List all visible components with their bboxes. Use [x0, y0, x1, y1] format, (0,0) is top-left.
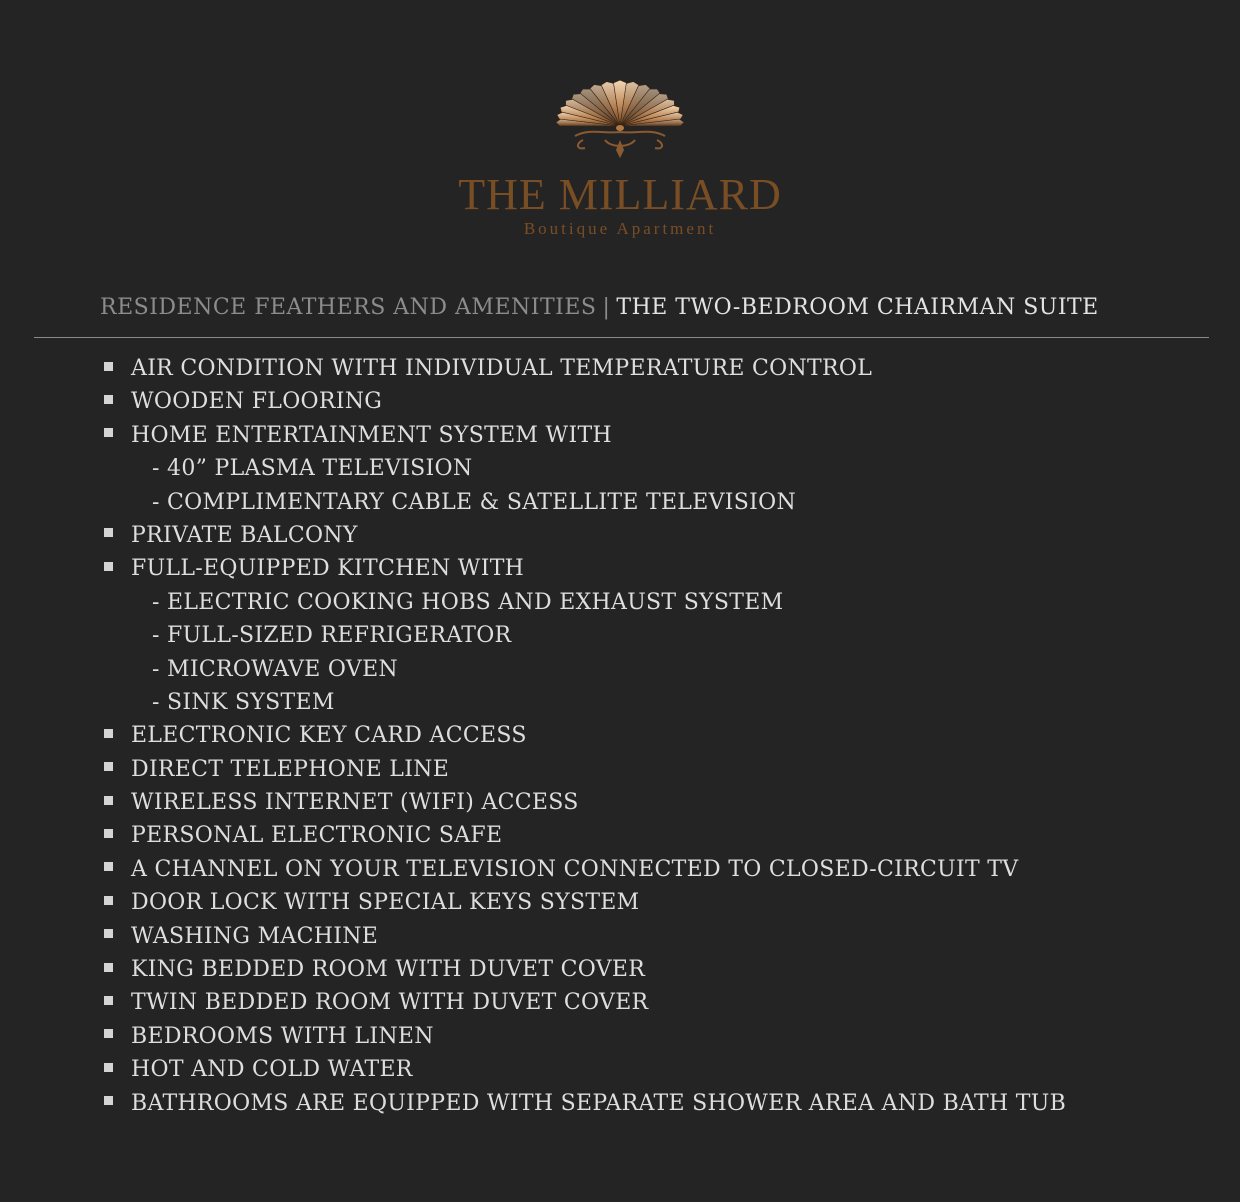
square-bullet-icon: [104, 395, 113, 404]
amenity-label: - MICROWAVE OVEN: [152, 656, 398, 682]
amenity-item: [104, 786, 1066, 819]
amenity-label: PRIVATE BALCONY: [131, 522, 358, 548]
amenity-label: FULL-EQUIPPED KITCHEN WITH: [131, 556, 525, 582]
square-bullet-icon: [104, 862, 113, 871]
amenity-item: [104, 552, 1066, 585]
amenity-label: A CHANNEL ON YOUR TELEVISION CONNECTED TO CLOSED-CIRCUIT TV: [131, 856, 1019, 882]
amenity-subitem: [104, 586, 1066, 619]
square-bullet-icon: [104, 829, 113, 838]
amenity-label: WIRELESS INTERNET (WIFI) ACCESS: [131, 790, 579, 816]
amenity-label: HOT AND COLD WATER: [131, 1057, 413, 1083]
amenity-item: [104, 719, 1066, 752]
amenity-item: [104, 853, 1066, 886]
amenity-item: [104, 753, 1066, 786]
amenity-label: DIRECT TELEPHONE LINE: [131, 756, 450, 782]
brand-name: THE MILLIARD: [458, 170, 782, 219]
amenity-item: [104, 519, 1066, 552]
amenity-label: AIR CONDITION WITH INDIVIDUAL TEMPERATURE CONTROL: [131, 356, 873, 381]
amenity-item: [104, 352, 1066, 385]
suite-title: THE TWO-BEDROOM CHAIRMAN SUITE: [616, 295, 1099, 320]
page-heading: [100, 295, 1099, 320]
square-bullet-icon: [104, 996, 113, 1005]
amenity-label: KING BEDDED ROOM WITH DUVET COVER: [131, 957, 646, 983]
amenity-item: [104, 385, 1066, 418]
amenity-label: TWIN BEDDED ROOM WITH DUVET COVER: [131, 990, 649, 1016]
amenity-subitem: [104, 686, 1066, 719]
heading-separator: |: [602, 295, 611, 320]
amenity-label: WOODEN FLOORING: [131, 389, 383, 415]
section-title: RESIDENCE FEATHERS AND AMENITIES: [100, 295, 597, 320]
square-bullet-icon: [104, 1029, 113, 1038]
logo: [0, 40, 1240, 239]
amenity-label: - COMPLIMENTARY CABLE & SATELLITE TELEVISION: [152, 489, 797, 515]
brand-tagline: Boutique Apartment: [523, 219, 717, 238]
fan-ornament-icon: [545, 40, 695, 165]
square-bullet-icon: [104, 762, 113, 771]
amenity-label: - ELECTRIC COOKING HOBS AND EXHAUST SYSTEM: [152, 589, 784, 615]
amenity-label: PERSONAL ELECTRONIC SAFE: [131, 823, 503, 849]
amenity-label: BEDROOMS WITH LINEN: [131, 1023, 434, 1049]
square-bullet-icon: [104, 963, 113, 972]
amenity-item: [104, 886, 1066, 919]
amenity-item: [104, 1020, 1066, 1053]
amenity-label: DOOR LOCK WITH SPECIAL KEYS SYSTEM: [131, 890, 640, 916]
amenity-item: [104, 419, 1066, 452]
square-bullet-icon: [104, 1096, 113, 1105]
amenity-label: - 40” PLASMA TELEVISION: [152, 456, 473, 482]
amenity-subitem: [104, 619, 1066, 652]
square-bullet-icon: [104, 896, 113, 905]
amenity-subitem: [104, 452, 1066, 485]
amenity-label: WASHING MACHINE: [131, 923, 379, 949]
square-bullet-icon: [104, 428, 113, 437]
amenity-list: [104, 352, 1066, 1120]
amenity-label: ELECTRONIC KEY CARD ACCESS: [131, 723, 527, 749]
amenity-label: - SINK SYSTEM: [152, 689, 335, 715]
amenity-subitem: [104, 486, 1066, 519]
amenity-label: - FULL-SIZED REFRIGERATOR: [152, 623, 512, 649]
amenity-label: BATHROOMS ARE EQUIPPED WITH SEPARATE SHOWER AREA AND BATH TUB: [131, 1090, 1067, 1116]
divider: [34, 337, 1209, 338]
amenity-item: [104, 1053, 1066, 1086]
square-bullet-icon: [104, 796, 113, 805]
amenity-item: [104, 953, 1066, 986]
square-bullet-icon: [104, 929, 113, 938]
amenity-item: [104, 986, 1066, 1019]
square-bullet-icon: [104, 562, 113, 571]
square-bullet-icon: [104, 362, 113, 371]
amenity-label: HOME ENTERTAINMENT SYSTEM WITH: [131, 422, 612, 448]
amenity-item: [104, 920, 1066, 953]
amenity-subitem: [104, 653, 1066, 686]
amenity-item: [104, 1087, 1066, 1120]
square-bullet-icon: [104, 1063, 113, 1072]
amenity-item: [104, 819, 1066, 852]
square-bullet-icon: [104, 528, 113, 537]
square-bullet-icon: [104, 729, 113, 738]
